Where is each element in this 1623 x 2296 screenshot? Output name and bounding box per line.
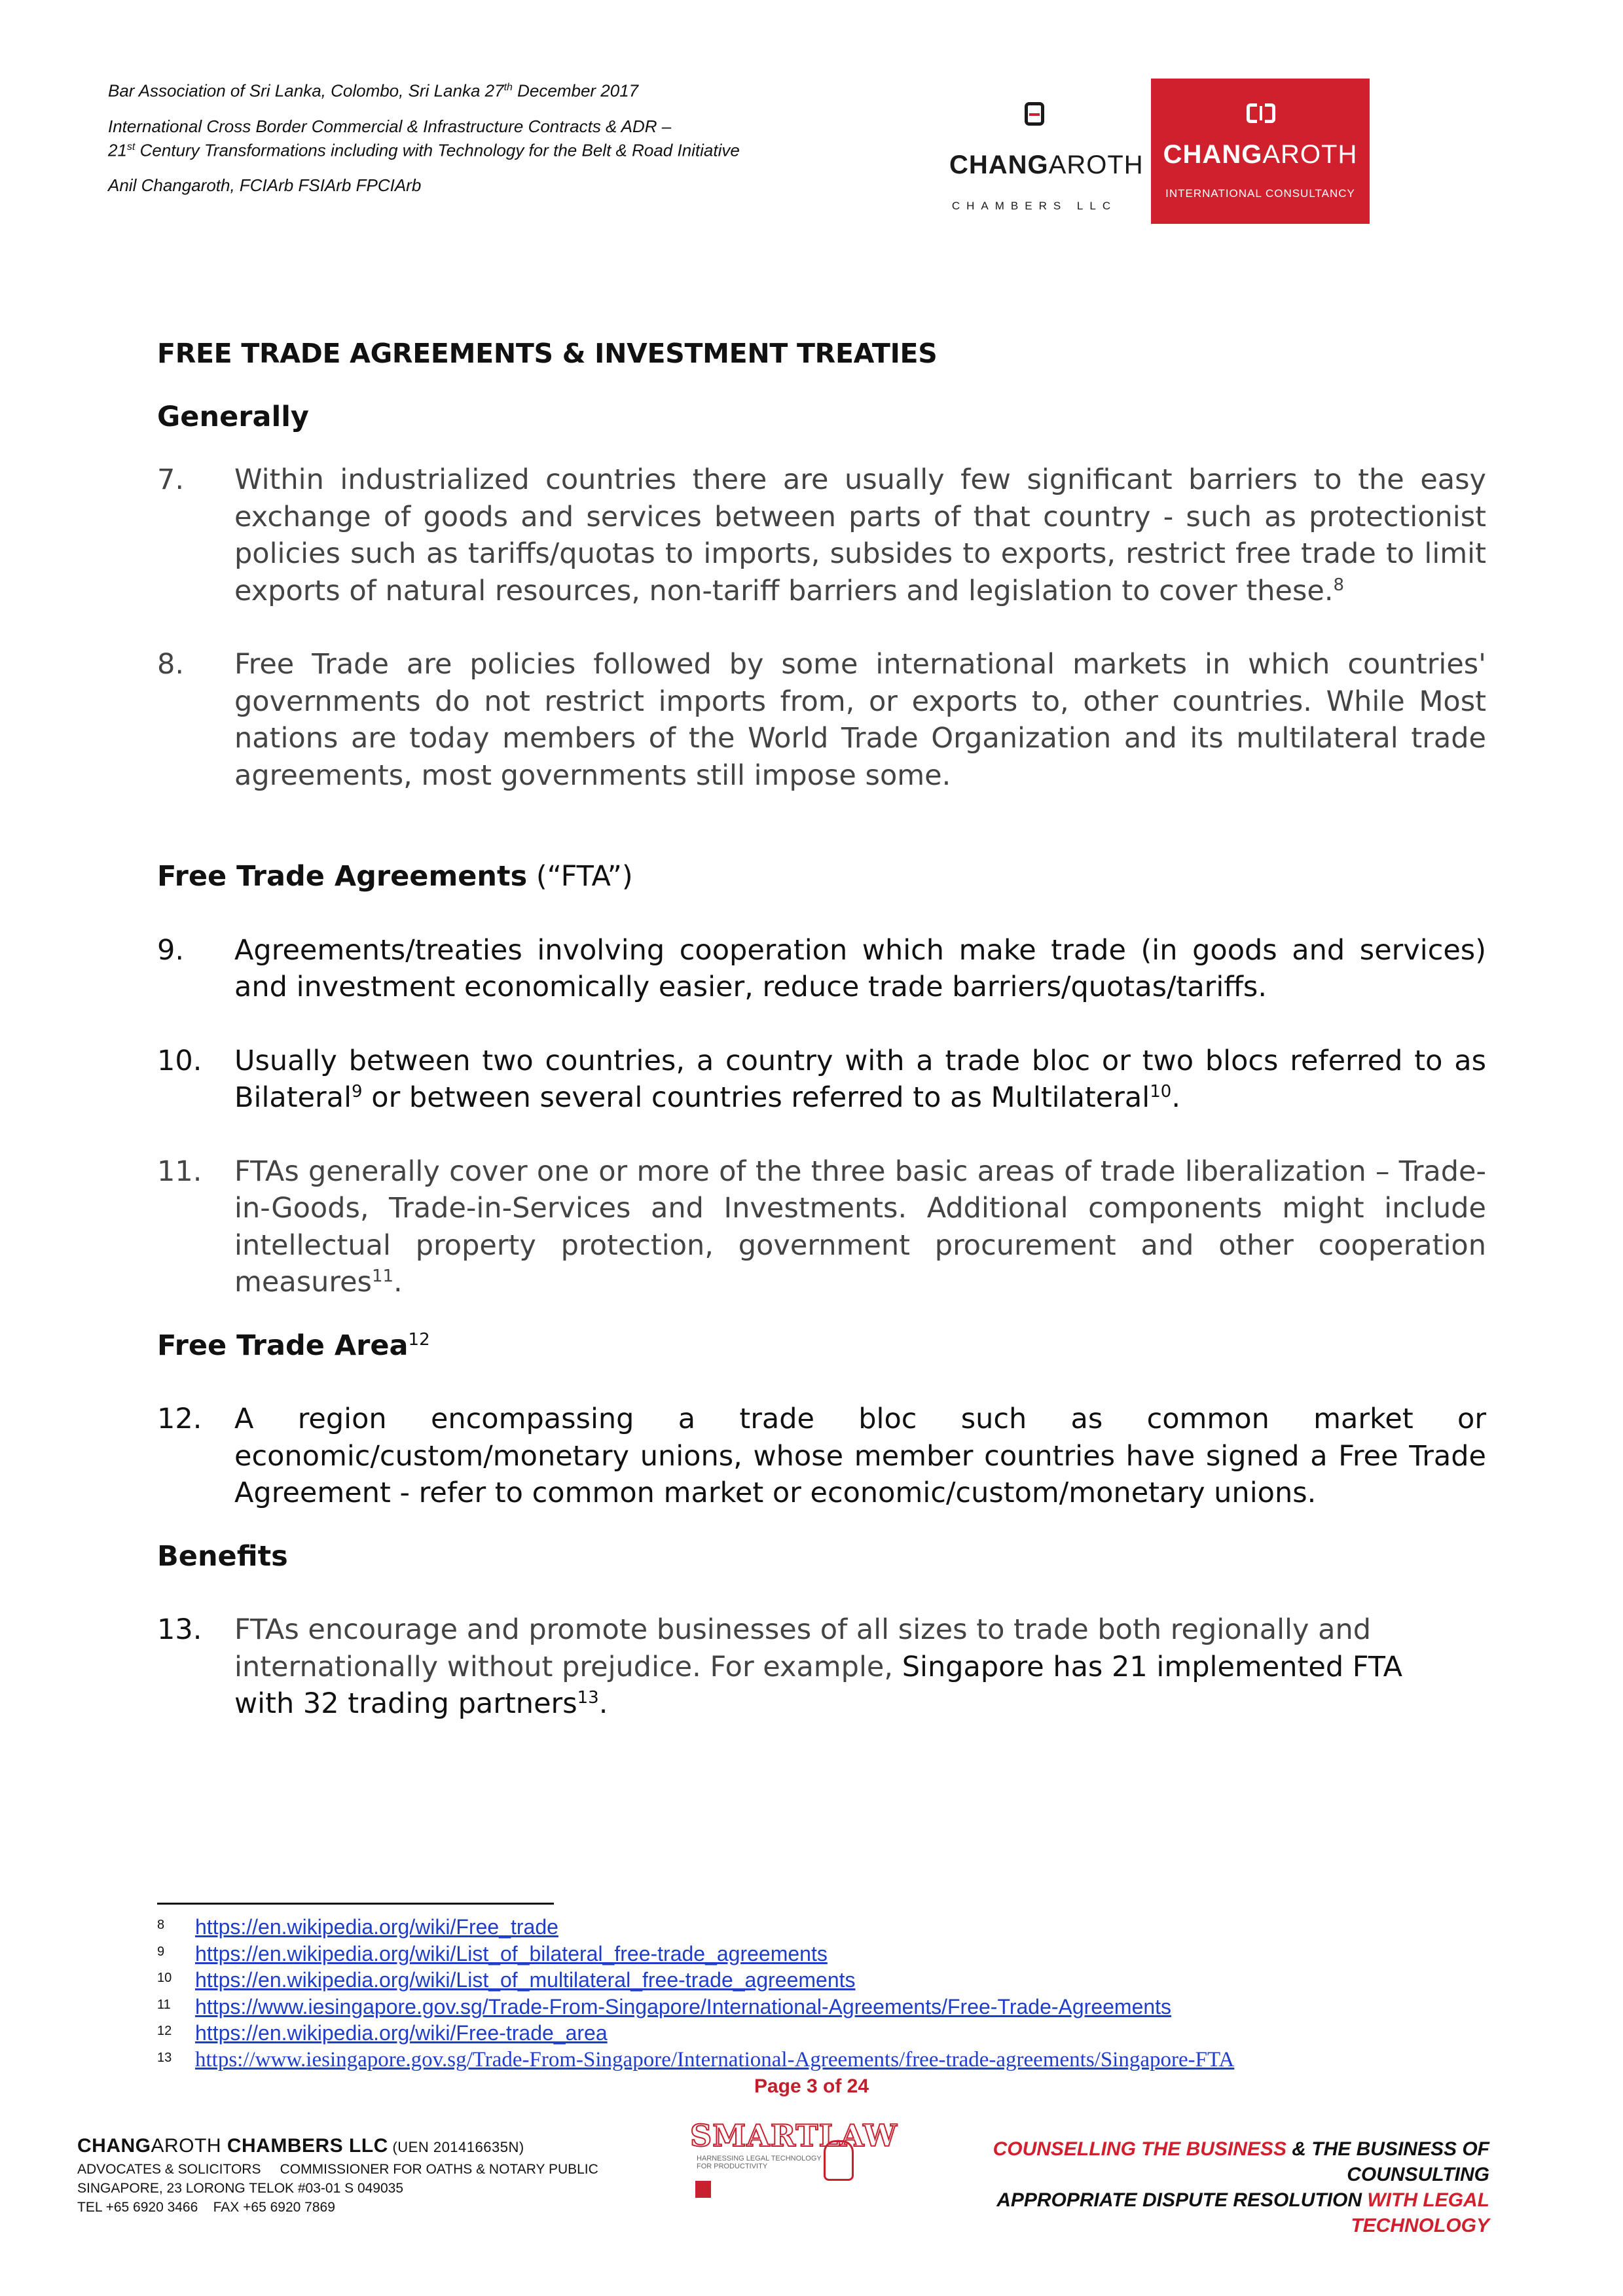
footer-slogan: COUNSELLING THE BUSINESS & THE BUSINESS OF COUNSULTING APPROPRIATE DISPUTE RESOLUTION WITH LEGAL TECHNOLOGY bbox=[993, 2138, 1489, 2236]
paragraph-12: 12. A region encompassing a trade bloc such as common market or economic/custom/monetary unions, whose member countries have signed a Free Trade Agreement - refer to common market or economic/custom/monetary unions. bbox=[157, 1403, 1486, 1509]
section-title: FREE TRADE AGREEMENTS & INVESTMENT TREATIES bbox=[157, 338, 938, 369]
header-author-line: Anil Changaroth, FCIArb FSIArb FPCIArb bbox=[108, 175, 422, 196]
crest-icon bbox=[695, 2181, 711, 2198]
footer-phone-fax: TEL +65 6920 3466 FAX +65 6920 7869 bbox=[77, 2200, 335, 2215]
paragraph-7: 7. Within industrialized countries there are usually few significant barriers to the easy exchange of goods and services between parts of that country - such as protectionist policies such as tariffs/quotas to imports, subsides to exports, restrict free trade to limit exports of natural resources, non-tariff barriers and legislation to cover these.$^8$ bbox=[157, 463, 1486, 607]
footnote-13: 13 https://www.iesingapore.gov.sg/Trade-From-Singapore/International-Agreements/free-trade-agreements/Singapore-FTA bbox=[157, 2047, 1235, 2072]
pointer-hand-icon bbox=[824, 2140, 854, 2181]
footer-firm-info bbox=[77, 2135, 598, 2217]
subheading-benefits: Benefits bbox=[157, 1539, 288, 1573]
logo-name: CHANGAROTH bbox=[1163, 140, 1358, 169]
footnote-11: 11 https://www.iesingapore.gov.sg/Trade-From-Singapore/International-Agreements/Free-Trade-Agreements bbox=[157, 1994, 1172, 2018]
footnote-link[interactable]: https://www.iesingapore.gov.sg/Trade-From-Singapore/International-Agreements/Free-Trade-Agreements bbox=[195, 1994, 1172, 2018]
footnote-12: 12 https://en.wikipedia.org/wiki/Free-trade_area bbox=[157, 2021, 608, 2045]
logo-subtitle: CHAMBERS LLC bbox=[951, 200, 1118, 212]
footnote-ref: 8 bbox=[1333, 575, 1345, 595]
footnote-separator bbox=[157, 1903, 554, 1905]
logo-name: CHANGAROTH bbox=[949, 151, 1144, 179]
header-event-line: Bar Association of Sri Lanka, Colombo, Sri Lanka 27th December 2017 bbox=[108, 81, 639, 101]
header-topic-line-2: 21st Century Transformations including with Technology for the Belt & Road Initiative bbox=[108, 140, 740, 160]
footnote-link[interactable]: https://en.wikipedia.org/wiki/List_of_bilateral_free-trade_agreements bbox=[195, 1941, 828, 1965]
subheading-free-trade-area: Free Trade Area$^{12}$ bbox=[157, 1329, 430, 1362]
footnote-link[interactable]: https://en.wikipedia.org/wiki/Free-trade_area bbox=[195, 2021, 608, 2045]
logo-subtitle: INTERNATIONAL CONSULTANCY bbox=[1165, 187, 1355, 200]
document-body bbox=[157, 335, 1486, 1723]
footnote-ref: 10 bbox=[1150, 1082, 1172, 1102]
smartlaw-logo: SMARTLAW HARNESSING LEGAL TECHNOLOGY FOR PRODUCTIVITY bbox=[686, 2114, 860, 2206]
paragraph-10: 10. Usually between two countries, a country with a trade bloc or two blocs referred to as Bilateral$^9$ or between several countries referred to as Multilateral$^{10}$. bbox=[157, 1044, 1486, 1114]
footnote-link[interactable]: https://en.wikipedia.org/wiki/Free_trade bbox=[195, 1915, 558, 1939]
footnote-ref: 12 bbox=[408, 1329, 430, 1350]
footnote-link[interactable]: https://www.iesingapore.gov.sg/Trade-From-Singapore/International-Agreements/free-trade-agreements/Singapore-FTA bbox=[195, 2047, 1235, 2072]
subheading-fta: Free Trade Agreements (“FTA”) bbox=[157, 860, 633, 893]
changaroth-consultancy-logo bbox=[1151, 79, 1370, 224]
footnote-ref: 9 bbox=[352, 1082, 363, 1102]
changaroth-chambers-logo bbox=[949, 92, 1144, 223]
page-number: Page 3 of 24 bbox=[754, 2075, 869, 2097]
footer-practice-line: ADVOCATES & SOLICITORS COMMISSIONER FOR OATHS & NOTARY PUBLIC bbox=[77, 2162, 598, 2177]
footnote-ref: 11 bbox=[371, 1266, 394, 1286]
footer-address: SINGAPORE, 23 LORONG TELOK #03-01 S 049035 bbox=[77, 2181, 404, 2196]
footnotes bbox=[157, 1914, 1467, 2073]
footer-firm-name: CHANGAROTH CHAMBERS LLC (UEN 201416635N) bbox=[77, 2135, 524, 2157]
footnote-10: 10 https://en.wikipedia.org/wiki/List_of_multilateral_free-trade_agreements bbox=[157, 1968, 856, 1992]
footnote-9: 9 https://en.wikipedia.org/wiki/List_of_bilateral_free-trade_agreements bbox=[157, 1941, 828, 1965]
paragraph-11: 11. FTAs generally cover one or more of the three basic areas of trade liberalization – Trade-in-Goods, Trade-in-Services and Investments. Additional components might include intellectual property protection, government procurement and other cooperation measures$^{11}$. bbox=[157, 1155, 1486, 1299]
logo-mark-icon bbox=[1247, 103, 1275, 123]
header-topic-line: International Cross Border Commercial & Infrastructure Contracts & ADR – bbox=[108, 116, 672, 136]
document-header bbox=[108, 77, 926, 196]
paragraph-8: 8. Free Trade are policies followed by some international markets in which countries' governments do not restrict imports from, or exports to, other countries. While Most nations are today members of the World Trade Organization and its multilateral trade agreements, most governments still impose some. bbox=[157, 648, 1486, 792]
logo-mark-icon bbox=[1025, 102, 1044, 126]
subheading-generally: Generally bbox=[157, 400, 309, 433]
footnote-ref: 13 bbox=[577, 1688, 599, 1708]
footnote-link[interactable]: https://en.wikipedia.org/wiki/List_of_multilateral_free-trade_agreements bbox=[195, 1968, 856, 1992]
footnote-8: 8 https://en.wikipedia.org/wiki/Free_trade bbox=[157, 1915, 558, 1939]
paragraph-9: 9. Agreements/treaties involving cooperation which make trade (in goods and services) and investment economically easier, reduce trade barriers/quotas/tariffs. bbox=[157, 933, 1486, 1003]
paragraph-13: 13. FTAs encourage and promote businesses of all sizes to trade both regionally and internationally without prejudice. For example, Singapore has 21 implemented FTA with 32 trading partners$^{13}$. bbox=[157, 1613, 1403, 1720]
